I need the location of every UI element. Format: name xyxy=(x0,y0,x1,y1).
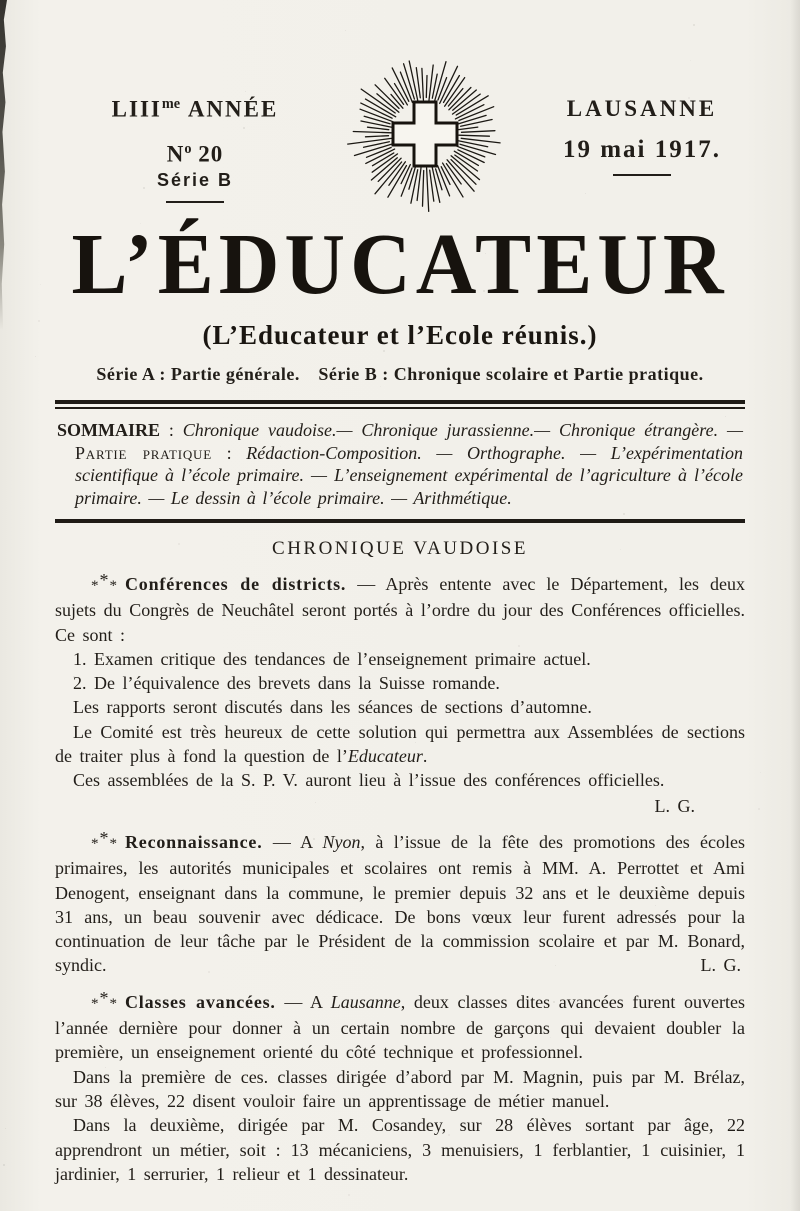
paper-speck xyxy=(415,742,416,743)
paper-speck xyxy=(275,519,276,520)
journal-subtitle: (L’Educateur et l’Ecole réunis.) xyxy=(202,320,598,350)
paper-speck xyxy=(178,543,180,545)
year-line: $LIII^{me}$ ANNÉE xyxy=(111,96,279,122)
paper-speck xyxy=(348,1194,350,1196)
paper-speck xyxy=(448,1134,450,1136)
paper-speck xyxy=(725,416,726,417)
issue-number: $N^o$ 20 xyxy=(166,140,224,167)
paper-speck xyxy=(550,1037,551,1038)
paper-speck xyxy=(35,356,36,357)
paper-speck xyxy=(693,24,695,26)
asterism-icon: *** xyxy=(91,827,118,852)
paper-speck xyxy=(555,965,556,966)
paper-speck xyxy=(758,808,760,810)
paper-speck xyxy=(380,386,381,387)
series-label: Série B xyxy=(156,170,234,191)
paper-speck xyxy=(588,157,590,159)
paper-speck xyxy=(173,615,175,617)
paper-speck xyxy=(518,645,520,647)
city-label: LAUSANNE xyxy=(566,96,718,121)
journal-title: L’ÉDUCATEUR xyxy=(71,216,729,313)
paper-speck xyxy=(40,284,41,285)
paper-speck xyxy=(70,712,71,713)
paper-speck xyxy=(278,483,280,485)
paper-speck xyxy=(723,452,725,454)
list-item: 1. Examen critique des tendances de l’enseignement primaire actuel. xyxy=(73,648,591,669)
signature: L. G. xyxy=(700,955,741,976)
paper-speck xyxy=(73,676,75,678)
paper-speck xyxy=(483,290,485,292)
chronique-body xyxy=(55,572,745,1186)
double-rule xyxy=(55,400,745,409)
paper-speck xyxy=(760,772,761,773)
paper-speck xyxy=(345,30,346,31)
article-paragraph: Les rapports seront discutés dans les séances de sections d’automne. xyxy=(73,697,592,718)
article-title: Conférences de districts. xyxy=(125,574,347,594)
paper-speck xyxy=(0,0,1,1)
list-item: 2. De l’équivalence des brevets dans la Suisse romande. xyxy=(73,673,500,694)
paper-speck xyxy=(138,259,140,261)
paper-speck xyxy=(585,193,586,194)
issue-date: 19 mai 1917. xyxy=(562,136,722,163)
paper-speck xyxy=(383,350,385,352)
paper-speck xyxy=(413,778,415,780)
article-paragraph: Dans la première de ces. classes dirigée d’abord par M. Magnin, puis par M. Brélaz, sur 38 élèves, 22 disent vouloir faire un apprentissage de métier manuel. xyxy=(55,1066,745,1111)
article-lead-paragraph: *** Reconnaissance. — A Nyon, à l’issue de la fête des promotions des écoles primaires, les autorités municipales et scolaires ont remis à MM. A. Perrottet et Ami Denogent, enseignant dans la commune, le premier depuis 32 ans et le deuxième depuis 31 ans, un beau souvenir avec dédicace. De bons vœux leur furent adressés pour la continuation de leur tâche par le Président de la commission scolaire et par M. Bonard, syndic. L. G. xyxy=(55,830,745,978)
paper-speck xyxy=(280,446,281,447)
paper-speck xyxy=(175,579,176,580)
series-underline xyxy=(166,201,224,203)
asterism-icon: *** xyxy=(91,987,118,1012)
paper-speck xyxy=(208,971,210,973)
paper-speck xyxy=(520,609,521,610)
paper-speck xyxy=(620,549,621,550)
single-rule xyxy=(55,519,745,523)
masthead-left xyxy=(83,96,307,203)
date-underline xyxy=(613,174,671,176)
masthead xyxy=(55,0,745,222)
article-paragraph: Dans la deuxième, dirigée par M. Cosandey, sur 28 élèves sortant par âge, 22 apprendront un métier, soit : 13 mécaniciens, 3 menuisiers, 1 ferblantier, 1 cuisinier, 1 jardinier, 1 serrurier, 1 relieur et 1 dessinateur. xyxy=(55,1115,745,1184)
paper-speck xyxy=(108,1031,110,1033)
paper-speck xyxy=(655,905,656,906)
paper-speck xyxy=(245,91,246,92)
paper-speck xyxy=(418,706,420,708)
paper-speck xyxy=(623,513,625,515)
asterism-icon: *** xyxy=(91,570,118,594)
signature: L. G. xyxy=(654,795,695,816)
article-title: Reconnaissance. xyxy=(125,831,263,852)
article-lead-paragraph: *** Classes avancées. — A Lausanne, deux classes dites avancées furent ouvertes l’année dernière pour donner à un certain nombre de garçons qui devaient doubler la première, un enseignement orienté du côté technique et professionnel. xyxy=(55,987,746,1063)
title-block xyxy=(55,216,745,385)
paper-speck xyxy=(450,1098,451,1099)
article-title: Classes avancées. xyxy=(125,991,276,1012)
paper-speck xyxy=(140,223,141,224)
paper-speck xyxy=(3,1164,5,1166)
paper-speck xyxy=(38,320,40,322)
paper-speck xyxy=(553,1001,555,1003)
paper-speck xyxy=(243,127,245,129)
paper-speck xyxy=(105,1067,106,1068)
paper-speck xyxy=(5,1128,6,1129)
paper-speck xyxy=(143,187,145,189)
article-paragraph: Le Comité est très heureux de cette solution qui permettra aux Assemblées de sections de traiter plus à fond la question de l’Educateur. xyxy=(55,721,745,767)
section-heading: CHRONIQUE VAUDOISE xyxy=(272,538,528,559)
article-paragraph: Ces assemblées de la S. P. V. auront lieu à l’issue des conférences officielles. xyxy=(73,770,665,791)
paper-speck xyxy=(658,869,660,871)
series-description: Série A : Partie générale. Série B : Chronique scolaire et Partie pratique. xyxy=(96,364,704,384)
paper-speck xyxy=(310,874,311,875)
paper-speck xyxy=(690,60,691,61)
swiss-cross-sunburst-icon xyxy=(337,52,513,218)
article-lead-paragraph: *** Conférences de districts. — Après entente avec le Département, les deux sujets du Congrès de Neuchâtel seront portés à l’ordre du jour des Conférences officielles. Ce sont : xyxy=(55,570,745,645)
paper-speck xyxy=(313,838,315,840)
table-of-contents: SOMMAIRE : Chronique vaudoise.— Chronique jurassienne.— Chronique étrangère. — Partie pratique : Rédaction-Composition. — Orthographe. — L’expérimentation scientifique à l’école primaire. — L’enseignement expérimental de l’agriculture à l’école primaire. — Le dessin à l’école primaire. — Arithmétique. xyxy=(57,420,743,508)
paper-speck xyxy=(315,802,316,803)
masthead-right xyxy=(523,96,761,176)
paper-speck xyxy=(210,935,211,936)
paper-speck xyxy=(688,97,690,99)
paper-speck xyxy=(485,253,486,254)
